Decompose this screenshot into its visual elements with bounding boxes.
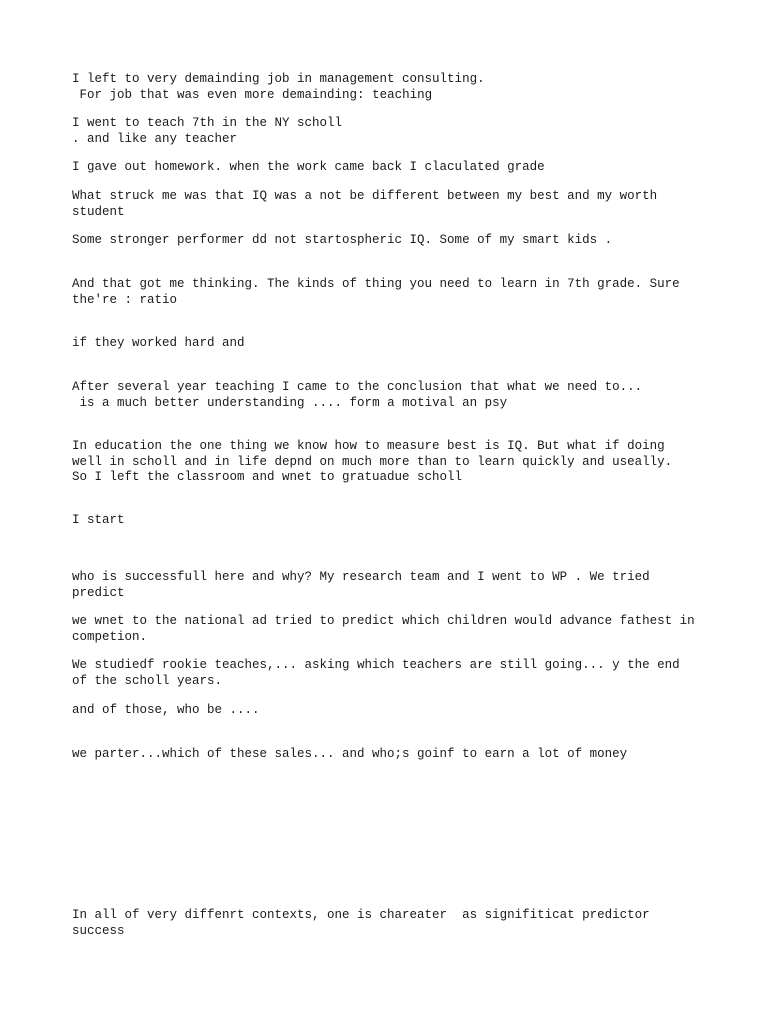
paragraph: we parter...which of these sales... and who;s goinf to earn a lot of money <box>72 747 628 761</box>
paragraph: In education the one thing we know how to measure best is IQ. But what if doing well in scholl and in life depnd on much more than to learn quickly and useally. So I left the classroom and wnet to gratuadue scholl <box>72 439 673 484</box>
paragraph: I start <box>72 513 125 527</box>
paragraph: We studiedf rookie teaches,... asking which teachers are still going... y the end of the scholl years. <box>72 658 680 688</box>
paragraph: In all of very diffenrt contexts, one is chareater as signifiticat predictor success <box>72 908 650 938</box>
paragraph: I left to very demainding job in management consulting. For job that was even more demainding: teaching <box>72 72 485 102</box>
paragraph: And that got me thinking. The kinds of thing you need to learn in 7th grade. Sure the're : ratio <box>72 277 680 307</box>
paragraph: we wnet to the national ad tried to predict which children would advance fathest in competion. <box>72 614 695 644</box>
paragraph: who is successfull here and why? My research team and I went to WP . We tried predict <box>72 570 650 600</box>
paragraph: and of those, who be .... <box>72 703 260 717</box>
paragraph: if they worked hard and <box>72 336 245 350</box>
paragraph: Some stronger performer dd not startospheric IQ. Some of my smart kids . <box>72 233 613 247</box>
paragraph: I gave out homework. when the work came back I claculated grade <box>72 160 545 174</box>
paragraph: What struck me was that IQ was a not be different between my best and my worth student <box>72 189 658 219</box>
paragraph: I went to teach 7th in the NY scholl . and like any teacher <box>72 116 343 146</box>
paragraph: After several year teaching I came to the conclusion that what we need to... is a much better understanding .... form a motival an psy <box>72 380 643 410</box>
